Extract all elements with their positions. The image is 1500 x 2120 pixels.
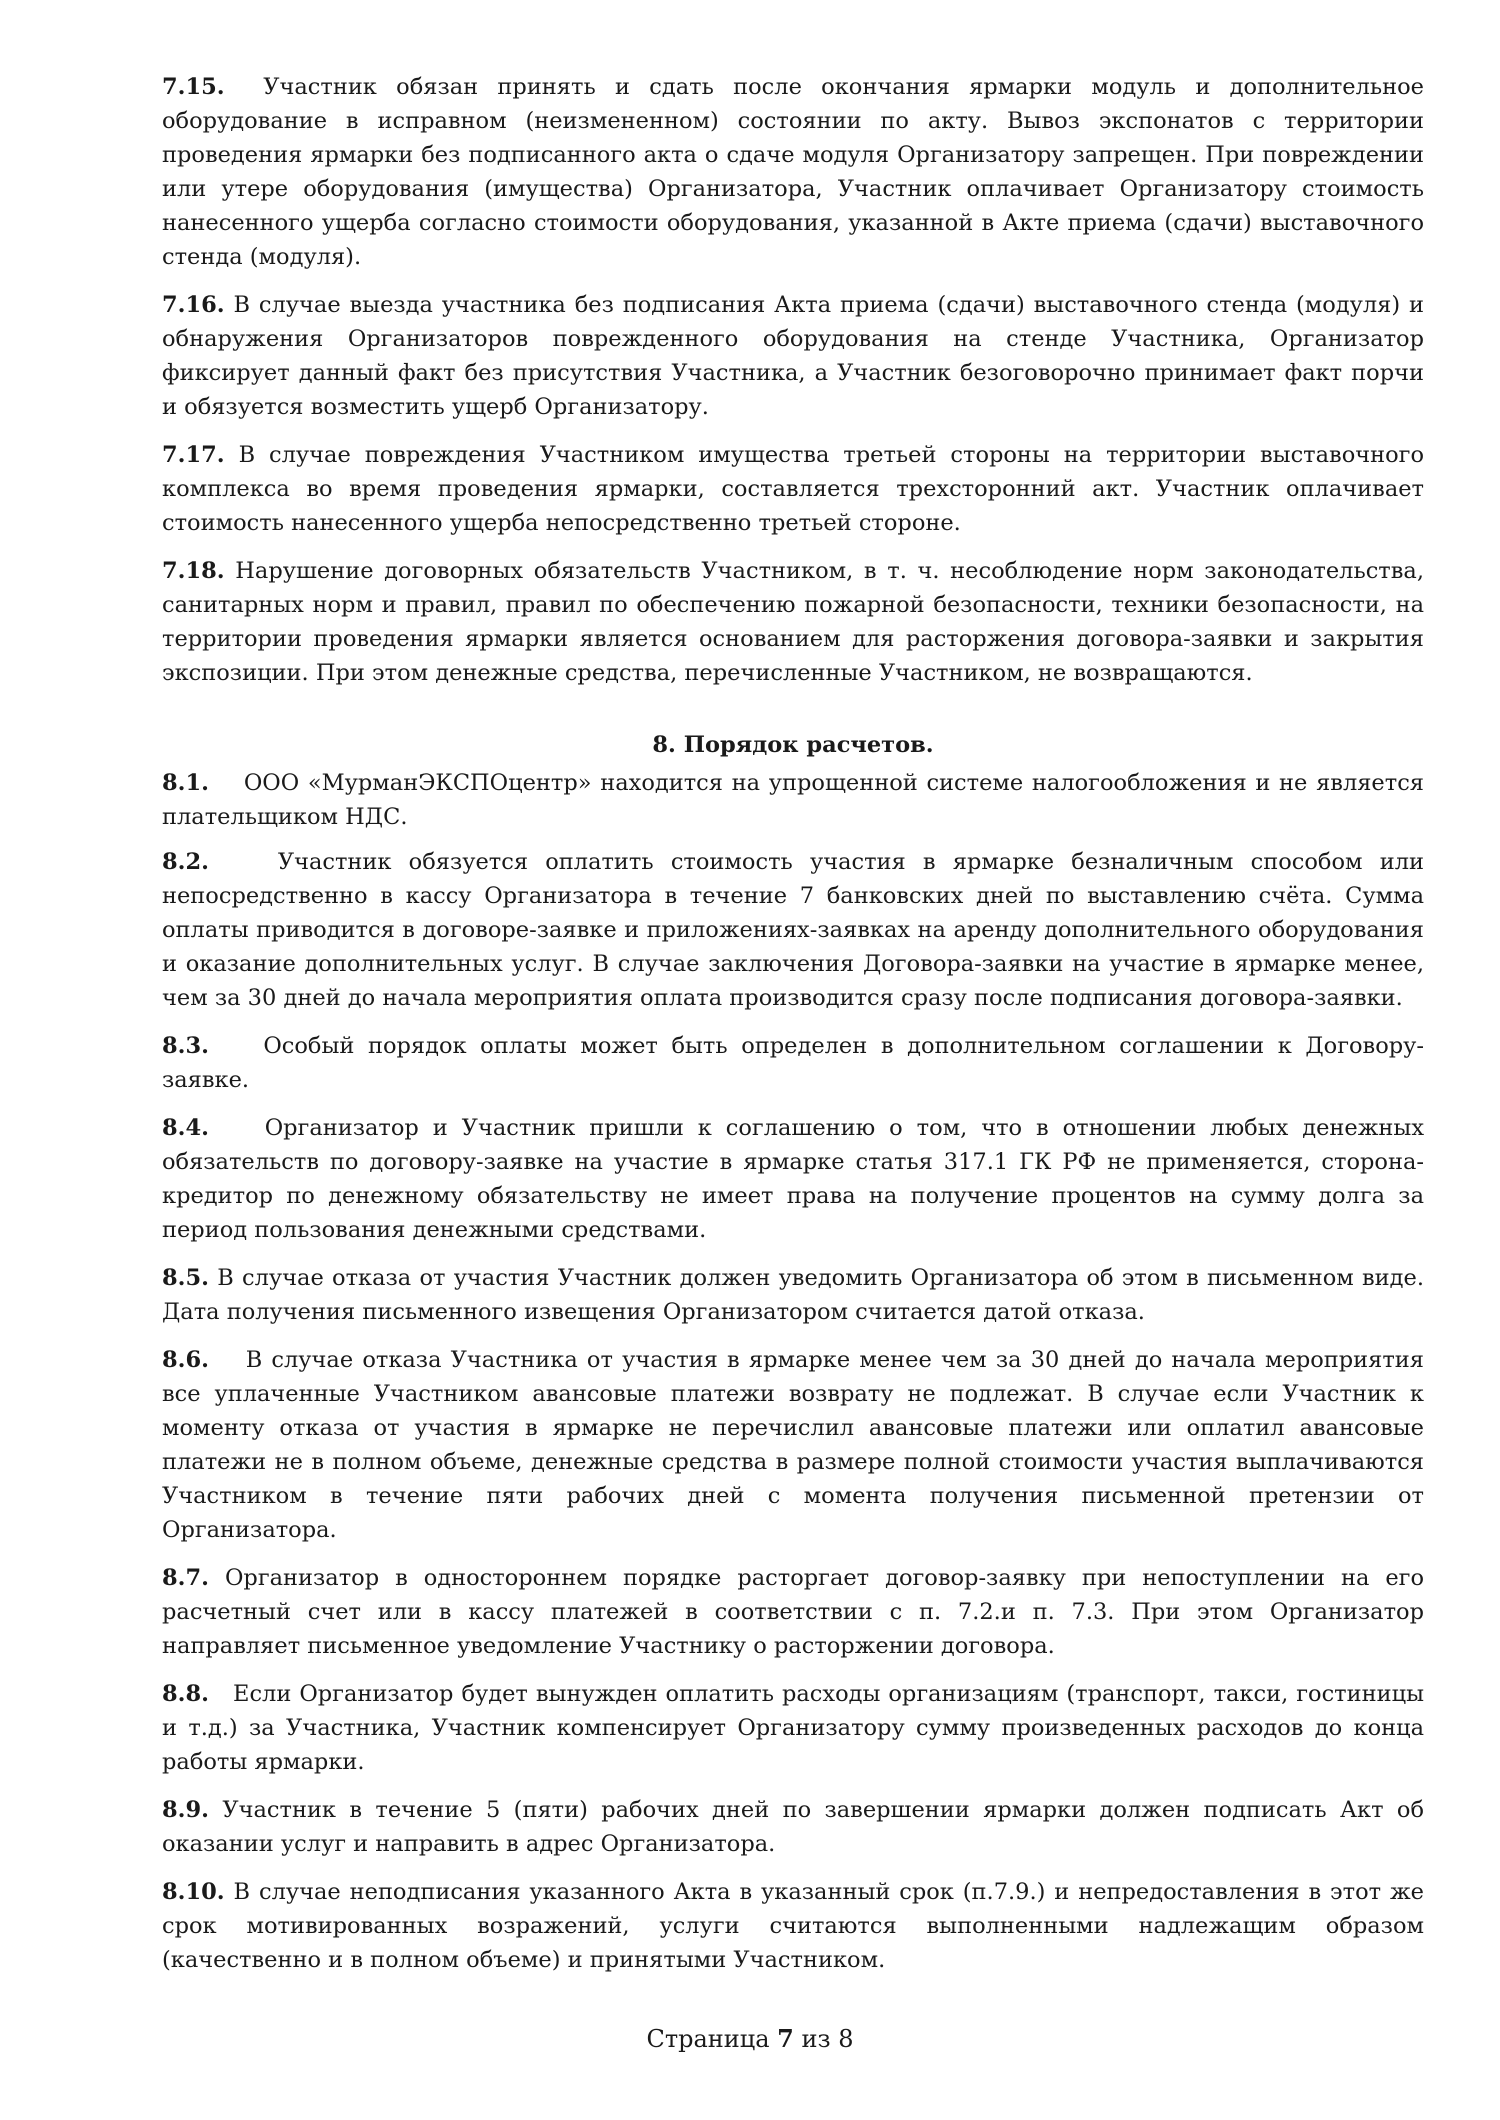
clause-text: Особый порядок оплаты может быть определен в дополнительном соглашении к Договору- заявке. [162, 1033, 1424, 1093]
page-separator: из [801, 2025, 831, 2053]
page-footer [0, 2022, 1500, 2056]
current-page-number: 7 [777, 2024, 794, 2053]
clause-8-6 [162, 1343, 1424, 1547]
clause-7-18 [162, 554, 1424, 690]
clause-8-10 [162, 1875, 1424, 1977]
clause-8-5 [162, 1261, 1424, 1329]
clause-text: Участник в течение 5 (пяти) рабочих дней по завершении ярмарки должен подписать Акт об оказании услуг и направить в адрес Организатора. [162, 1797, 1424, 1857]
clause-number: 7.18. [162, 558, 225, 584]
clause-number: 8.10. [162, 1879, 225, 1905]
section-title: 8. Порядок расчетов. [652, 732, 934, 758]
clause-8-8 [162, 1677, 1424, 1779]
clause-number: 7.17. [162, 442, 225, 468]
clause-8-2 [162, 845, 1424, 1015]
total-pages: 8 [838, 2025, 854, 2053]
clause-text: В случае выезда участника без подписания Акта приема (сдачи) выставочного стенда (модуля) и обнаружения Организаторов поврежденного оборудования на стенде Участника, Организатор фиксирует данный факт без присутствия Участника, а Участник безоговорочно принимает факт порчи и обязуется возместить ущерб Организатору. [162, 292, 1425, 420]
clause-number: 8.3. [162, 1033, 209, 1059]
clause-number: 8.9. [162, 1797, 209, 1823]
clause-text: Организатор и Участник пришли к соглашению о том, что в отношении любых денежных обязательств по договору-заявке на участие в ярмарке статья 317.1 ГК РФ не применяется, сторона- кредитор по денежному обязательству не имеет права на получение процентов на сумму долга за период пользования денежными средствами. [162, 1115, 1425, 1243]
clause-number: 8.4. [162, 1115, 209, 1141]
clause-text: Участник обязуется оплатить стоимость участия в ярмарке безналичным способом или непосредственно в кассу Организатора в течение 7 банковских дней по выставлению счёта. Сумма оплаты приводится в договоре-заявке и приложениях-заявках на аренду дополнительного оборудования и оказание дополнительных услуг. В случае заключения Договора-заявки на участие в ярмарке менее, чем за 30 дней до начала мероприятия оплата производится сразу после подписания договора-заявки. [162, 849, 1424, 1011]
clause-8-7 [162, 1561, 1424, 1663]
clause-text: Организатор в одностороннем порядке расторгает договор-заявку при непоступлении на его расчетный счет или в кассу платежей в соответствии с п. 7.2.и п. 7.3. При этом Организатор направляет письменное уведомление Участнику о расторжении договора. [162, 1565, 1424, 1659]
clause-7-15 [162, 70, 1424, 274]
clause-8-9 [162, 1793, 1424, 1861]
clause-text: В случае отказа от участия Участник должен уведомить Организатора об этом в письменном виде. Дата получения письменного извещения Организатором считается датой отказа. [162, 1265, 1424, 1325]
clause-number: 8.1. [162, 770, 209, 796]
clause-8-3 [162, 1029, 1424, 1097]
clause-text: ООО «МурманЭКСПОцентр» находится на упрощенной системе налогообложения и не является плательщиком НДС. [162, 770, 1424, 830]
clause-number: 8.6. [162, 1347, 209, 1373]
clause-8-4 [162, 1111, 1424, 1247]
clause-number: 8.2. [162, 849, 209, 875]
clause-8-1 [162, 766, 1424, 834]
clause-number: 7.16. [162, 292, 225, 318]
clause-7-16 [162, 288, 1424, 424]
clause-7-17 [162, 438, 1424, 540]
clause-number: 8.7. [162, 1565, 209, 1591]
clause-number: 8.5. [162, 1265, 209, 1291]
clause-number: 8.8. [162, 1681, 209, 1707]
clause-text: Если Организатор будет вынужден оплатить расходы организациям (транспорт, такси, гостиницы и т.д.) за Участника, Участник компенсирует Организатору сумму произведенных расходов до конца работы ярмарки. [162, 1681, 1424, 1775]
clause-text: Нарушение договорных обязательств Участником, в т. ч. несоблюдение норм законодательства, санитарных норм и правил, правил по обеспечению пожарной безопасности, техники безопасности, на территории проведения ярмарки является основанием для расторжения договора-заявки и закрытия экспозиции. При этом денежные средства, перечисленные Участником, не возвращаются. [162, 558, 1424, 686]
page-label: Страница [646, 2025, 770, 2053]
document-page [162, 70, 1424, 1977]
clause-text: В случае неподписания указанного Акта в указанный срок (п.7.9.) и непредоставления в этот же срок мотивированных возражений, услуги считаются выполненными надлежащим образом (качественно и в полном объеме) и принятыми Участником. [162, 1879, 1424, 1973]
clause-number: 7.15. [162, 74, 225, 100]
clause-text: В случае отказа Участника от участия в ярмарке менее чем за 30 дней до начала мероприятия все уплаченные Участником авансовые платежи возврату не подлежат. В случае если Участник к моменту отказа от участия в ярмарке не перечислил авансовые платежи или оплатил авансовые платежи не в полном объеме, денежные средства в размере полной стоимости участия выплачиваются Участником в течение пяти рабочих дней с момента получения письменной претензии от Организатора. [162, 1347, 1425, 1543]
clause-text: Участник обязан принять и сдать после окончания ярмарки модуль и дополнительное оборудование в исправном (неизмененном) состоянии по акту. Вывоз экспонатов с территории проведения ярмарки без подписанного акта о сдаче модуля Организатору запрещен. При повреждении или утере оборудования (имущества) Организатора, Участник оплачивает Организатору стоимость нанесенного ущерба согласно стоимости оборудования, указанной в Акте приема (сдачи) выставочного стенда (модуля). [162, 74, 1424, 270]
clause-text: В случае повреждения Участником имущества третьей стороны на территории выставочного комплекса во время проведения ярмарки, составляется трехсторонний акт. Участник оплачивает стоимость нанесенного ущерба непосредственно третьей стороне. [162, 442, 1424, 536]
